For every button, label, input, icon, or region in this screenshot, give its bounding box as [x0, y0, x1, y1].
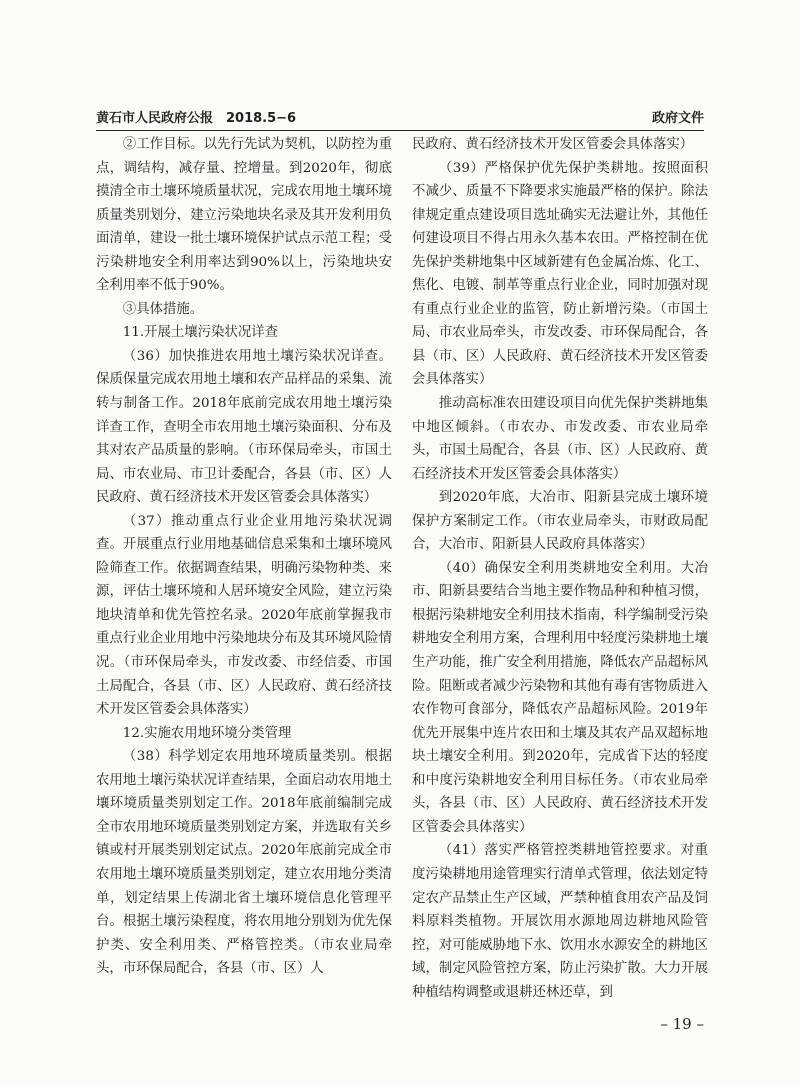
running-header: [96, 108, 704, 126]
paragraph: （38）科学划定农用地环境质量类别。根据农用地土壤污染状况详查结果，全面启动农用地土壤环境质量类别划定工作。2018年底前编制完成全市农用地环境质量类别划定方案，并选取有关乡镇或村开展类别划定试点。2020年底前完成全市农用地土壤环境质量类别划定，建立农用地分类清单，划定结果上传湖北省土壤环境信息化管理平台。根据土壤污染程度，将农用地分别划为优先保护类、安全利用类、严格管控类。（市农业局牵头，市环保局配合，各县（市、区）人: [96, 749, 392, 977]
section-heading: 11.开展土壤污染状况详查: [122, 325, 278, 341]
right-column: [412, 133, 708, 1004]
paragraph: （39）严格保护优先保护类耕地。按照面积不减少、质量不下降要求实施最严格的保护。除法律规定重点建设项目选址确实无法避让外，其他任何建设项目不得占用永久基本农田。严格控制在优先保护类耕地集中区域新建有色金属冶炼、化工、焦化、电镀、制革等重点行业企业，同时加强对现有重点行业企业的监管，防止新增污染。（市国土局、市农业局牵头，市发改委、市环保局配合，各县（市、区）人民政府、黄石经济技术开发区管委会具体落实）: [412, 160, 708, 388]
paragraph-continuation: 民政府、黄石经济技术开发区管委会具体落实）: [412, 137, 694, 152]
section-heading: 12.实施农用地环境分类管理: [122, 725, 292, 741]
paragraph: 推动高标准农田建设项目向优先保护类耕地集中地区倾斜。（市农办、市发改委、市农业局牵头，市国土局配合，各县（市、区）人民政府、黄石经济技术开发区管委会具体落实）: [412, 396, 708, 482]
paragraph: （40）确保安全利用类耕地安全利用。大冶市、阳新县要结合当地主要作物品种和种植习惯，根据污染耕地安全利用技术指南，科学编制受污染耕地安全利用方案，合理利用中轻度污染耕地土壤生产功能，推广安全利用措施，降低农产品超标风险。阻断或者减少污染物和其他有毒有害物质进入农作物可食部分，降低农产品超标风险。2019年优先开展集中连片农田和土壤及其农产品双超标地块土壤安全利用。到2020年，完成省下达的轻度和中度污染耕地安全利用目标任务。（市农业局牵头，各县（市、区）人民政府、黄石经济技术开发区管委会具体落实）: [412, 560, 708, 835]
left-column: [96, 133, 392, 981]
paragraph: ②工作目标。以先行先试为契机，以防控为重点，调结构，减存量、控增量。到2020年，彻底摸清全市土壤环境质量状况，完成农用地土壤环境质量类别划分，建立污染地块名录及其开发利用负面清单，建设一批土壤环境保护试点示范工程；受污染耕地安全利用率达到90%以上，污染地块安全利用率不低于90%。: [96, 137, 392, 294]
paragraph: （36）加快推进农用地土壤污染状况详查。保质保量完成农用地土壤和农产品样品的采集、流转与制备工作。2018年底前完成农用地土壤污染详查工作，查明全市农用地土壤污染面积、分布及其对农产品质量的影响。（市环保局牵头，市国土局、市农业局、市卫计委配合，各县（市、区）人民政府、黄石经济技术开发区管委会具体落实）: [96, 348, 392, 506]
paragraph: ③具体措施。: [122, 301, 204, 317]
paragraph: 到2020年底，大冶市、阳新县完成土壤环境保护方案制定工作。（市农业局牵头，市财政局配合，大冶市、阳新县人民政府具体落实）: [412, 490, 708, 553]
header-rule: [96, 130, 704, 131]
section-title: 政府文件: [651, 111, 704, 126]
page-number: – 19 –: [660, 1015, 704, 1033]
paragraph: （37）推动重点行业企业用地污染状况调查。开展重点行业用地基础信息采集和土壤环境风险筛查工作。依据调查结果，明确污染物种类、来源，评估土壤环境和人居环境安全风险，建立污染地块清单和优先管控名录。2020年底前掌握我市重点行业企业用地中污染地块分布及其环境风险情况。（市环保局牵头，市发改委、市经信委、市国土局配合，各县（市、区）人民政府、黄石经济技术开发区管委会具体落实）: [96, 513, 392, 718]
publication-title: 黄石市人民政府公报 2018.5−6: [96, 111, 297, 126]
paragraph: （41）落实严格管控类耕地管控要求。对重度污染耕地用途管理实行清单式管理，依法划定特定农产品禁止生产区域，严禁种植食用农产品及饲料原料类植物。开展饮用水源地周边耕地风险管控，对可能威胁地下水、饮用水水源安全的耕地区域，制定风险管控方案，防止污染扩散。大力开展种植结构调整或退耕还林还草，到: [412, 843, 708, 1000]
